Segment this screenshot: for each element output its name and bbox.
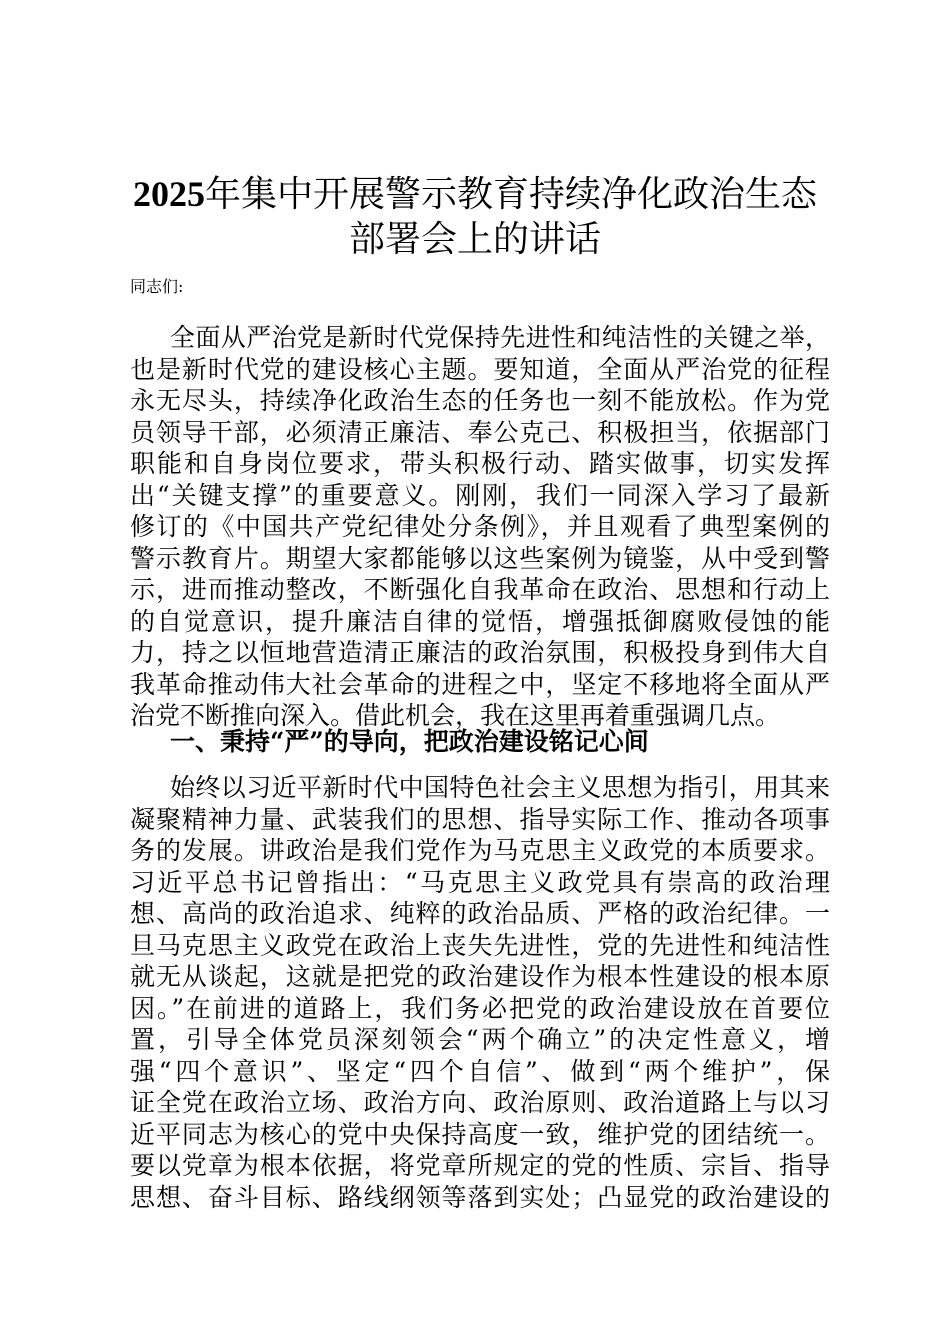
paragraph-line: 修订的《中国共产党纪律处分条例》，并且观看了典型案例的 bbox=[130, 512, 830, 541]
salutation: 同志们: bbox=[130, 277, 184, 296]
paragraph-line: 强“四个意识”、坚定“四个自信”、做到“两个维护”，保 bbox=[130, 1056, 830, 1086]
paragraph-line: 职能和自身岗位要求，带头积极行动、踏实做事，切实发挥 bbox=[130, 449, 830, 478]
paragraph-line: 想、高尚的政治追求、纯粹的政治品质、严格的政治纪律。一 bbox=[130, 899, 830, 928]
paragraph-line: 思想、奋斗目标、路线纲领等落到实处；凸显党的政治建设的 bbox=[130, 1182, 830, 1212]
section-heading-1: 一、秉持“严”的导向，把政治建设铭记心间 bbox=[170, 727, 649, 756]
paragraph-line: 证全党在政治立场、政治方向、政治原则、政治道路上与以习 bbox=[130, 1088, 830, 1117]
paragraph-line: 置，引导全体党员深刻领会“两个确立”的决定性意义，增 bbox=[130, 1025, 830, 1054]
paragraph-intro bbox=[130, 322, 830, 732]
paragraph-line: 示，进而推动整改，不断强化自我革命在政治、思想和行动上 bbox=[130, 575, 830, 604]
paragraph-line: 员领导干部，必须清正廉洁、奉公克己、积极担当，依据部门 bbox=[130, 417, 830, 447]
paragraph-line: 治党不断推向深入。借此机会，我在这里再着重强调几点。 bbox=[130, 701, 781, 730]
paragraph-line: 出“关键支撑”的重要意义。刚刚，我们一同深入学习了最新 bbox=[130, 480, 830, 510]
paragraph-line: 就无从谈起，这就是把党的政治建设作为根本性建设的根本原 bbox=[130, 962, 830, 991]
paragraph-line: 的自觉意识，提升廉洁自律的觉悟，增强抵御腐败侵蚀的能 bbox=[130, 606, 830, 636]
paragraph-line: 我革命推动伟大社会革命的进程之中，坚定不移地将全面从严 bbox=[130, 669, 830, 699]
paragraph-line: 习近平总书记曾指出：“马克思主义政党具有崇高的政治理 bbox=[130, 867, 830, 897]
title-text: 年集中开展警示教育持续净化政治生态 bbox=[204, 174, 817, 215]
paragraph-line: 也是新时代党的建设核心主题。要知道，全面从严治党的征程 bbox=[130, 354, 830, 384]
paragraph-line: 近平同志为核心的党中央保持高度一致，维护党的团结统一。 bbox=[130, 1119, 830, 1149]
paragraph-section-1 bbox=[130, 772, 830, 1213]
title-line-2: 部署会上的讲话 bbox=[348, 219, 601, 260]
paragraph-line: 凝聚精神力量、武装我们的思想、指导实际工作、推动各项事 bbox=[130, 804, 830, 834]
paragraph-line: 始终以习近平新时代中国特色社会主义思想为指引，用其来 bbox=[170, 773, 830, 802]
paragraph-line: 全面从严治党是新时代党保持先进性和纯洁性的关键之举， bbox=[170, 323, 830, 352]
paragraph-line: 因。”在前进的道路上，我们务必把党的政治建设放在首要位 bbox=[130, 993, 830, 1023]
paragraph-line: 务的发展。讲政治是我们党作为马克思主义政党的本质要求。 bbox=[130, 836, 830, 865]
paragraph-line: 警示教育片。期望大家都能够以这些案例为镜鉴，从中受到警 bbox=[130, 543, 830, 573]
paragraph-line: 旦马克思主义政党在政治上丧失先进性，党的先进性和纯洁性 bbox=[130, 930, 830, 960]
paragraph-line: 永无尽头，持续净化政治生态的任务也一刻不能放松。作为党 bbox=[130, 386, 830, 415]
paragraph-line: 力，持之以恒地营造清正廉洁的政治氛围，积极投身到伟大自 bbox=[130, 638, 830, 667]
title-year: 2025 bbox=[132, 174, 205, 214]
paragraph-line: 要以党章为根本依据，将党章所规定的党的性质、宗旨、指导 bbox=[130, 1151, 830, 1180]
